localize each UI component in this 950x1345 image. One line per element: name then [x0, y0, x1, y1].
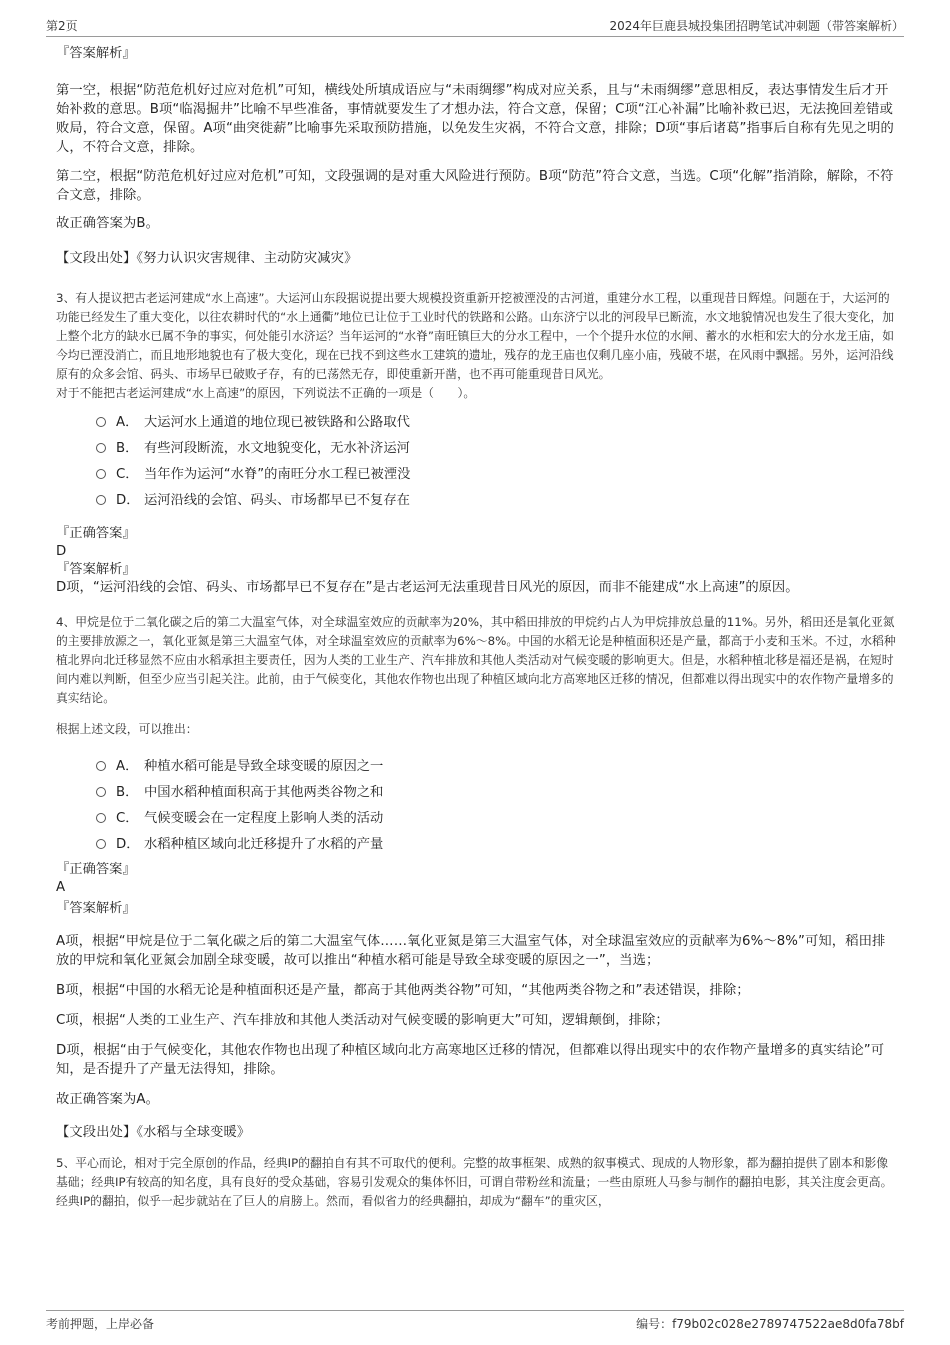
footer-slogan: 考前押题，上岸必备 [46, 1317, 155, 1331]
page-header [46, 14, 904, 37]
q4-option-b[interactable]: B． 中国水稻种植面积高于其他两类谷物之和 [56, 777, 898, 803]
q5-stem: 5、平心而论，相对于完全原创的作品，经典IP的翻拍自有其不可取代的便利。完整的故事框架、成熟的叙事模式、现成的人物形象，都为翻拍提供了剧本和影像基础；经典IP有较高的知名度，具有良好的受众基础，容易引发观众的集体怀旧，可谓自带粉丝和流量；一些由原班人马参与制作的翻拍电影，其关注度会更高。经典IP的翻拍，似乎一起步就站在了巨人的肩膀上。然而，看似省力的经典翻拍，却成为“翻车”的重灾区， [56, 1156, 893, 1208]
page-number: 第2页 [46, 19, 78, 33]
q4-options [56, 751, 898, 855]
q3-answer: D [56, 544, 67, 559]
page-content [56, 44, 898, 1211]
q4-stem: 4、甲烷是位于二氧化碳之后的第二大温室气体，对全球温室效应的贡献率为20%，其中稻田排放的甲烷约占人为甲烷排放总量的11%。另外，稻田还是氧化亚氮的主要排放源之一，氧化亚氮是第三大温室气体，对全球温室效应的贡献率为6%～8%。中国的水稻无论是种植面积还是产量，都高于小麦和玉米。不过，水稻种植北界向北迁移显然不应由水稻承担主要责任，因为人类的工业生产、汽车排放和其他人类活动对气候变暖的影响更大。但是，水稻种植北移是福还是祸，在短时间内难以判断，但至少应当引起关注。此前，由于气候变化，其他农作物也出现了种植区域向北方高寒地区迁移的情况，但都难以得出现实中的农作物产量增多的真实结论。 [56, 615, 896, 705]
q3-question: 对于不能把古老运河建成“水上高速”的原因，下列说法不正确的一项是（ ）。 [56, 386, 476, 400]
q3-option-c[interactable]: C． 当年作为运河“水脊”的南旺分水工程已被湮没 [56, 459, 898, 485]
radio-icon[interactable] [96, 443, 106, 453]
q2-analysis-p2: 第二空，根据“防范危机好过应对危机”可知，文段强调的是对重大风险进行预防。B项“防范”符合文意，当选。C项“化解”指消除，解除，不符合文意，排除。 [56, 169, 894, 203]
radio-icon[interactable] [96, 839, 106, 849]
document-title: 2024年巨鹿县城投集团招聘笔试冲刺题（带答案解析） [609, 19, 904, 33]
q3-analysis: D项，“运河沿线的会馆、码头、市场都早已不复存在”是古老运河无法重现昔日风光的原因，而非不能建成“水上高速”的原因。 [56, 580, 799, 595]
q3-option-a[interactable]: A． 大运河水上通道的地位现已被铁路和公路取代 [56, 407, 898, 433]
radio-icon[interactable] [96, 813, 106, 823]
q4-analysis-a: A项，根据“甲烷是位于二氧化碳之后的第二大温室气体……氧化亚氮是第三大温室气体，对全球温室效应的贡献率为6%～8%”可知，稻田排放的甲烷和氧化亚氮会加剧全球变暖，故可以推出“种植水稻可能是导致全球变暖的原因之一”，当选； [56, 934, 886, 968]
radio-icon[interactable] [96, 417, 106, 427]
q3-option-b[interactable]: B． 有些河段断流，水文地貌变化，无水补济运河 [56, 433, 898, 459]
q4-conclusion: 故正确答案为A。 [56, 1092, 159, 1107]
q4-option-a[interactable]: A． 种植水稻可能是导致全球变暖的原因之一 [56, 751, 898, 777]
radio-icon[interactable] [96, 787, 106, 797]
page-footer [46, 1310, 904, 1335]
q4-analysis-c: C项，根据“人类的工业生产、汽车排放和其他人类活动对气候变暖的影响更大”可知，逻辑颠倒，排除； [56, 1013, 669, 1028]
q4-source: 【文段出处】《水稻与全球变暖》 [56, 1125, 251, 1140]
q3-option-d[interactable]: D． 运河沿线的会馆、码头、市场都早已不复存在 [56, 485, 898, 511]
radio-icon[interactable] [96, 469, 106, 479]
q4-analysis-b: B项，根据“中国的水稻无论是种植面积还是产量，都高于其他两类谷物”可知，“其他两类谷物之和”表述错误，排除； [56, 983, 750, 998]
q4-answer: A [56, 880, 66, 895]
q3-options [56, 407, 898, 511]
radio-icon[interactable] [96, 761, 106, 771]
q3-stem: 3、有人提议把古老运河建成“水上高速”。大运河山东段据说提出要大规模投资重新开挖被湮没的古河道，重建分水工程，以重现昔日辉煌。问题在于，大运河的功能已经发生了重大变化，以往农耕时代的“水上通衢”地位已让位于工业时代的铁路和公路。山东济宁以北的河段早已断流，水文地貌情况也发生了很大变化，加上整个北方的缺水已属不争的事实，何处能引水济运？当年运河的“水脊”南旺镇巨大的分水工程中，一个个提升水位的水闸、蓄水的水柜和宏大的分水龙王庙，如今均已湮没消亡，而且地形地貌也有了极大变化，现在已找不到这些水工建筑的遗址，残存的龙王庙也仅剩几座小庙，残破不堪，在风雨中飘摇。另外，运河沿线原有的众多会馆、码头、市场早已破败孑存，有的已荡然无存，即使重新开凿，也不再可能重现昔日风光。 [56, 291, 895, 381]
q2-analysis-label: 『答案解析』 [56, 46, 136, 61]
q4-option-d[interactable]: D． 水稻种植区域向北迁移提升了水稻的产量 [56, 829, 898, 855]
q3-answer-label: 『正确答案』 [56, 526, 136, 541]
q4-analysis-label: 『答案解析』 [56, 901, 136, 916]
q2-analysis-p1: 第一空，根据“防范危机好过应对危机”可知，横线处所填成语应与“未雨绸缪”构成对应关系，且与“未雨绸缪”意思相反，表达事情发生后才开始补救的意思。B项“临渴掘井”比喻不早些准备，事情就要发生了才想办法，符合文意，保留；C项“江心补漏”比喻补救已迟，无法挽回差错或败局，符合文意，保留。A项“曲突徙薪”比喻事先采取预防措施，以免发生灾祸，不符合文意，排除；D项“事后诸葛”指事后自称有先见之明的人，不符合文意，排除。 [56, 83, 894, 155]
q4-analysis-d: D项，根据“由于气候变化，其他农作物也出现了种植区域向北方高寒地区迁移的情况，但都难以得出现实中的农作物产量增多的真实结论”可知，是否提升了产量无法得知，排除。 [56, 1043, 885, 1077]
q4-question: 根据上述文段，可以推出： [56, 722, 198, 736]
document-code: 编号：f79b02c028e2789747522ae8d0fa78bf [636, 1317, 904, 1331]
q4-answer-label: 『正确答案』 [56, 862, 136, 877]
q2-source: 【文段出处】《努力认识灾害规律、主动防灾减灾》 [56, 251, 358, 266]
q3-analysis-label: 『答案解析』 [56, 562, 136, 577]
radio-icon[interactable] [96, 495, 106, 505]
q4-option-c[interactable]: C． 气候变暖会在一定程度上影响人类的活动 [56, 803, 898, 829]
q2-conclusion: 故正确答案为B。 [56, 216, 159, 231]
